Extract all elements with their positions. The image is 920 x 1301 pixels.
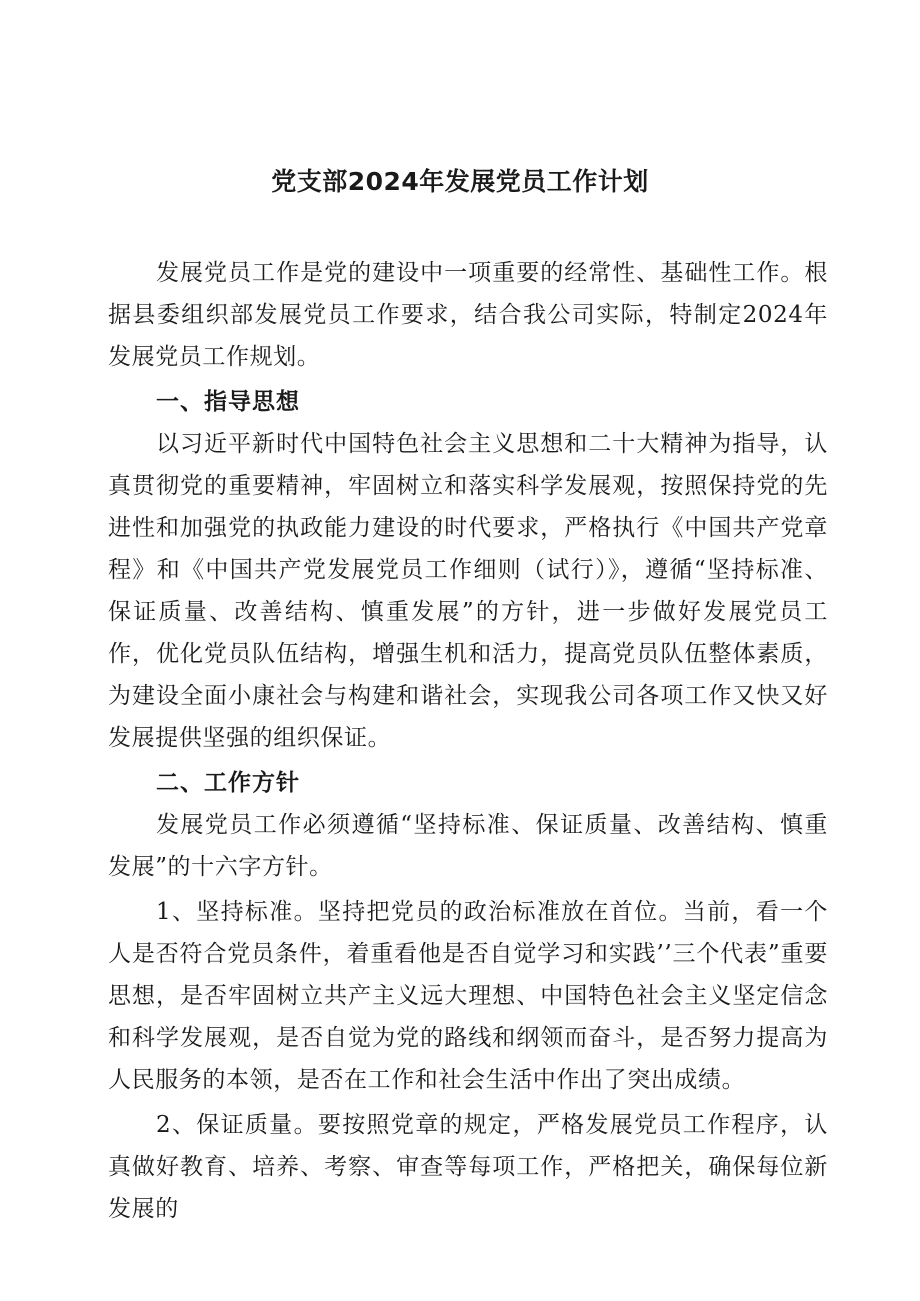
policy-item-ensure-quality: 2、保证质量。要按照党章的规定，严格发展党员工作程序，认真做好教育、培养、考察、审查等每项工作，严格把关，确保每位新发展的: [108, 1112, 828, 1222]
section-heading-work-policy: 二、工作方针: [156, 770, 300, 796]
document-title: 党支部2024年发展党员工作计划: [271, 167, 649, 196]
guiding-ideology-paragraph: 以习近平新时代中国特色社会主义思想和二十大精神为指导，认真贯彻党的重要精神，牢固树立和落实科学发展观，按照保持党的先进性和加强党的执政能力建设的时代要求，严格执行《中国共产党章程》和《中国共产党发展党员工作细则（试行）》，遵循“坚持标准、保证质量、改善结构、慎重发展”的方针，进一步做好发展党员工作，优化党员队伍结构，增强生机和活力，提高党员队伍整体素质，为建设全面小康社会与构建和谐社会，实现我公司各项工作又快又好发展提供坚强的组织保证。: [108, 431, 828, 751]
document-body: [108, 252, 828, 1230]
work-policy-paragraph: 发展党员工作必须遵循“坚持标准、保证质量、改善结构、慎重发展”的十六字方针。: [108, 812, 828, 880]
policy-item-adhere-standards: 1、坚持标准。坚持把党员的政治标准放在首位。当前，看一个人是否符合党员条件，着重看他是否自觉学习和实践’’三个代表”重要思想，是否牢固树立共产主义远大理想、中国特色社会主义坚定信念和科学发展观，是否自觉为党的路线和纲领而奋斗，是否努力提高为人民服务的本领，是否在工作和社会生活中作出了突出成绩。: [108, 899, 828, 1093]
intro-paragraph: 发展党员工作是党的建设中一项重要的经常性、基础性工作。根据县委组织部发展党员工作要求，结合我公司实际，特制定2024年发展党员工作规划。: [108, 260, 828, 370]
section-heading-guiding-ideology: 一、指导思想: [156, 389, 300, 415]
